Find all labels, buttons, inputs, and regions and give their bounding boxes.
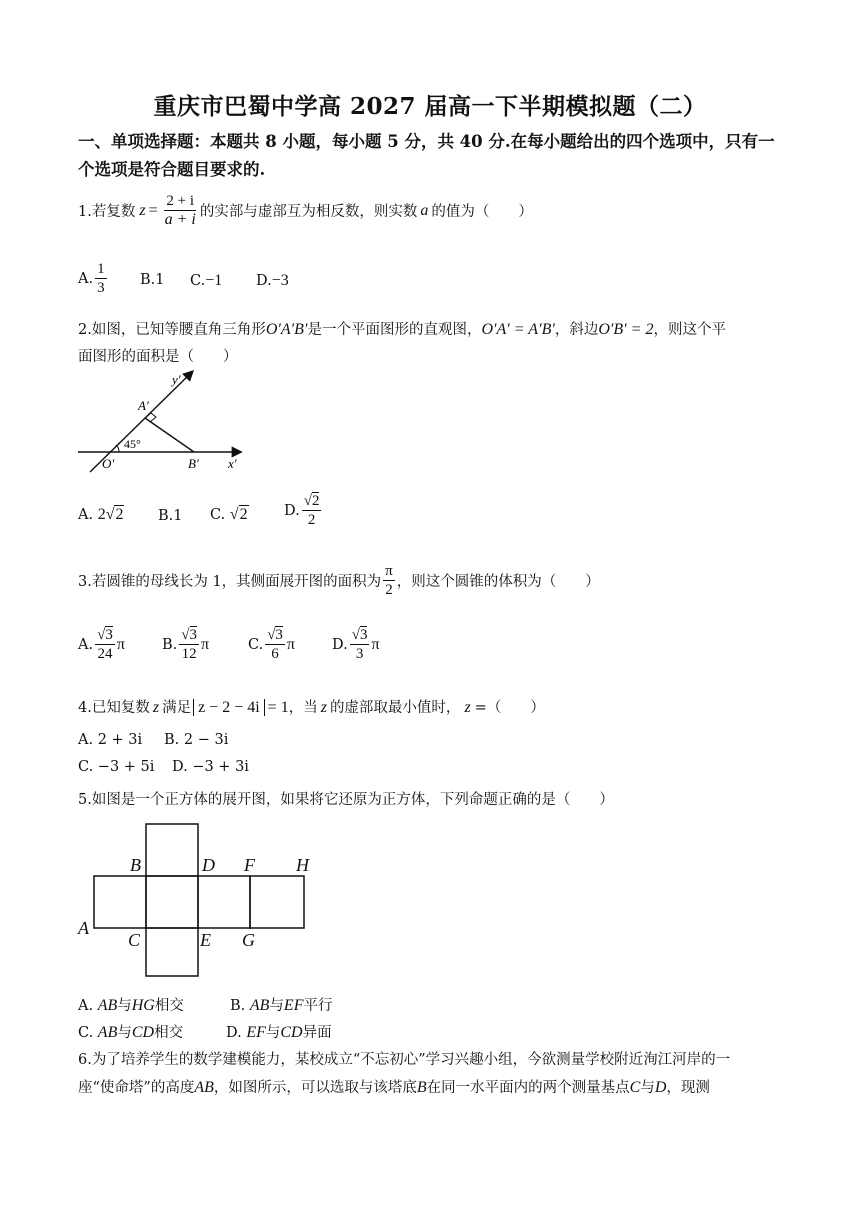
q2-equation-2: O′B′ = 2	[598, 321, 654, 338]
q3-option-a-radicand: 3	[105, 627, 113, 643]
q3-option-b-fraction	[179, 626, 199, 663]
q1-option-b: B.1	[140, 272, 165, 288]
q5-option-b-connector: 与	[269, 998, 284, 1014]
q2-triangle: O′A′B′	[265, 321, 308, 338]
q4-var-z: z	[152, 699, 160, 716]
q6-mid: ，如图所示，可以选取与该塔底	[213, 1080, 417, 1096]
q3-option-a	[78, 626, 125, 663]
q4-mid-2: ，当	[288, 700, 318, 716]
q1-var-a: a	[420, 201, 429, 219]
question-6-stem-line-1: 6.为了培养学生的数学建模能力，某校成立“不忘初心”学习兴趣小组，今欲测量学校附近洵江河岸的一	[78, 1052, 731, 1068]
q5-option-a-connector: 与	[117, 998, 132, 1014]
q5-label-g: G	[242, 930, 255, 950]
q5-label-a: A	[78, 918, 89, 938]
q1-var-z: z	[139, 201, 146, 219]
q4-modulus-expression: z − 2 − 4i	[193, 699, 265, 716]
q2-prefix: 2.如图，已知等腰直角三角形	[78, 322, 266, 338]
q2-mid: 是一个平面图形的直观图，	[307, 322, 482, 338]
q2-option-d-fraction	[302, 492, 322, 529]
q4-var-z-3: z	[464, 699, 471, 716]
q1-option-c-value: −1	[205, 272, 223, 289]
q1-equals: =	[148, 201, 158, 219]
q5-option-c-connector: 与	[117, 1025, 132, 1041]
q6-prefix: 座“使命塔”的高度	[78, 1080, 195, 1096]
q1-option-d	[256, 272, 289, 290]
q2-option-d-num: √2	[303, 493, 320, 509]
q4-option-a: A. 2 + 3i	[78, 732, 143, 748]
q5-net-square-1	[94, 876, 146, 928]
q6-var-c: C	[629, 1079, 641, 1096]
q3-option-a-fraction	[95, 626, 115, 663]
q5-label-c: C	[128, 930, 141, 950]
q4-option-b: B. 2 − 3i	[164, 732, 229, 748]
q2-option-c-label: C.	[210, 507, 226, 523]
q3-option-b-label: B.	[162, 636, 178, 653]
q2-option-c-radicand: 2	[239, 506, 248, 523]
q5-option-b-segment-1: AB	[249, 997, 270, 1014]
q5-label-h: H	[296, 855, 309, 875]
q5-cube-net-figure	[74, 818, 344, 982]
q4-mid: 满足	[162, 700, 192, 716]
q5-option-b-label: B.	[230, 998, 246, 1014]
q3-option-a-pi: π	[116, 635, 125, 653]
q3-option-c-pi: π	[286, 635, 295, 653]
q5-option-c-segment-2: CD	[131, 1024, 155, 1041]
q2-option-a-radicand: 2	[115, 506, 124, 523]
q6-var-b: B	[416, 1079, 427, 1096]
q1-option-a-fraction	[95, 260, 107, 297]
q2-equation-1: O′A′ = A′B′	[481, 321, 555, 338]
q3-option-c-den: 6	[271, 646, 279, 662]
q3-option-b-radicand: 3	[189, 627, 197, 643]
q2-mid-2: ，斜边	[554, 322, 599, 338]
q6-var-d: D	[654, 1079, 667, 1096]
q2-option-d	[284, 492, 323, 529]
q2-option-a	[78, 506, 124, 524]
q1-option-a-den: 3	[97, 280, 105, 296]
q4-mid-3: 的虚部取最小值时，	[329, 700, 461, 716]
q1-option-c	[190, 272, 222, 290]
q3-option-d-pi: π	[371, 635, 380, 653]
question-2-stem-line-2: 面图形的面积是（ ）	[78, 349, 238, 365]
q4-option-d: D. −3 + 3i	[172, 759, 249, 775]
section-heading-line-1: 一、单项选择题：本题共 8 小题，每小题 5 分，共 40 分.在每小题给出的四个选项中，只有一	[78, 132, 775, 151]
q3-option-d-den: 3	[355, 646, 364, 662]
q2-option-a-label: A.	[78, 507, 94, 523]
q2-option-d-den: 2	[307, 512, 316, 528]
q6-var-ab: AB	[194, 1079, 214, 1096]
q3-option-c-fraction	[265, 626, 285, 663]
q3-option-b-num: √3	[181, 627, 197, 643]
q3-option-b	[162, 626, 209, 663]
q1-option-c-label: C.	[190, 273, 206, 289]
q5-option-d-relation: 异面	[302, 1025, 332, 1041]
q5-option-a	[78, 994, 184, 1015]
q1-fraction-numerator: 2 + i	[166, 193, 195, 209]
q3-option-b-den: 12	[181, 646, 197, 662]
question-3-stem	[78, 562, 600, 599]
question-2-stem-line-1	[78, 318, 726, 339]
q2-label-y: y′	[172, 372, 181, 387]
q3-option-c-num: √3	[267, 627, 283, 643]
q2-option-c-sqrt: √2	[229, 506, 248, 523]
q5-option-a-label: A.	[78, 998, 94, 1014]
q5-net-top-square	[146, 824, 198, 876]
q5-net-square-3	[198, 876, 250, 928]
q1-option-d-label: D.	[256, 273, 272, 289]
section-heading-line-2: 个选项是符合题目要求的.	[78, 160, 266, 179]
q5-option-d-segment-1: EF	[246, 1024, 266, 1041]
question-6-stem-line-2	[78, 1076, 710, 1097]
q6-suffix: ，现测	[666, 1080, 710, 1096]
q5-option-b	[230, 994, 332, 1015]
q5-net-square-4	[250, 876, 304, 928]
q2-label-angle: 45°	[124, 437, 141, 451]
q3-option-c-radicand: 3	[275, 627, 283, 643]
q5-option-d-label: D.	[226, 1025, 242, 1041]
q5-label-b: B	[130, 855, 141, 875]
q2-option-d-radicand: 2	[311, 493, 320, 509]
q3-option-b-pi: π	[201, 635, 210, 653]
q2-option-b: B.1	[158, 508, 183, 524]
q1-fraction	[163, 192, 198, 229]
q5-option-a-segment-1: AB	[97, 997, 118, 1014]
q2-option-a-sqrt: √2	[105, 506, 124, 523]
q2-option-c	[210, 506, 249, 524]
q3-fraction-num: π	[385, 563, 393, 579]
q5-option-b-segment-2: EF	[283, 997, 304, 1014]
q5-label-e: E	[200, 930, 211, 950]
question-4-stem	[78, 696, 545, 717]
q1-mid-text: 的实部与虚部互为相反数，则实数	[199, 204, 418, 220]
q3-option-a-label: A.	[78, 636, 94, 653]
q5-option-a-segment-2: HG	[131, 997, 155, 1014]
q5-option-b-relation: 平行	[303, 998, 333, 1014]
q4-suffix: =（ ）	[474, 700, 545, 716]
q2-label-b: B′	[188, 456, 199, 471]
q3-fraction	[383, 562, 395, 599]
q5-option-a-relation: 相交	[154, 998, 184, 1014]
q2-right-angle-mark	[145, 413, 156, 422]
q4-var-z-2: z	[320, 699, 327, 716]
q5-option-c-segment-1: AB	[97, 1024, 118, 1041]
q2-oblique-triangle-figure	[74, 366, 254, 478]
q5-option-d-connector: 与	[265, 1025, 281, 1041]
q5-label-d: D	[202, 855, 215, 875]
q3-option-c-label: C.	[248, 636, 264, 653]
q1-option-a-label: A.	[78, 270, 94, 287]
question-5-stem: 5.如图是一个正方体的展开图，如果将它还原为正方体，下列命题正确的是（ ）	[78, 792, 614, 808]
q2-angle-arc	[116, 445, 119, 452]
q3-option-d-radicand: 3	[359, 627, 368, 643]
q2-label-o: O′	[102, 456, 115, 471]
q2-suffix: ，则这个平	[653, 322, 726, 338]
q5-option-c-relation: 相交	[154, 1025, 184, 1041]
q3-option-d	[332, 626, 380, 663]
q3-fraction-den: 2	[385, 582, 393, 598]
q6-mid-2: 在同一水平面内的两个测量基点	[426, 1080, 630, 1096]
q3-option-d-fraction	[350, 626, 370, 663]
q2-label-a: A′	[138, 398, 149, 413]
q5-option-d-segment-2: CD	[280, 1024, 303, 1041]
q3-option-d-label: D.	[332, 636, 348, 653]
q3-option-c	[248, 626, 295, 663]
q3-suffix: ，则这个圆锥的体积为（ ）	[396, 574, 600, 590]
q2-option-a-coefficient: 2	[97, 506, 106, 523]
q1-option-a-num: 1	[97, 261, 105, 277]
q5-net-square-2	[146, 876, 198, 928]
q2-option-d-label: D.	[284, 502, 300, 519]
q3-option-d-num: √3	[351, 627, 368, 643]
q5-option-d	[226, 1021, 332, 1042]
q5-net-bottom-square	[146, 928, 198, 976]
q1-option-a	[78, 260, 109, 297]
q4-prefix: 4.已知复数	[78, 700, 150, 716]
q1-suffix: 的值为（ ）	[431, 204, 533, 220]
q2-label-x: x′	[228, 456, 237, 471]
q6-mid-3: 与	[640, 1080, 655, 1096]
q5-label-f: F	[244, 855, 255, 875]
question-1-stem	[78, 192, 533, 229]
q3-option-a-den: 24	[97, 646, 113, 662]
q3-prefix: 3.若圆锥的母线长为 1，其侧面展开图的面积为	[78, 574, 382, 590]
q3-option-a-num: √3	[97, 627, 113, 643]
q4-option-c: C. −3 + 5i	[78, 759, 155, 775]
q1-prefix: 1.若复数	[78, 204, 136, 220]
q1-option-d-value: −3	[271, 272, 289, 289]
q1-fraction-denominator: a + i	[164, 211, 196, 228]
q2-hypotenuse-edge	[145, 418, 194, 452]
page-title: 重庆市巴蜀中学高 2027 届高一下半期模拟题（二）	[153, 93, 707, 120]
q5-option-c-label: C.	[78, 1025, 94, 1041]
q4-equals: = 1	[267, 699, 289, 716]
q5-option-c	[78, 1021, 183, 1042]
